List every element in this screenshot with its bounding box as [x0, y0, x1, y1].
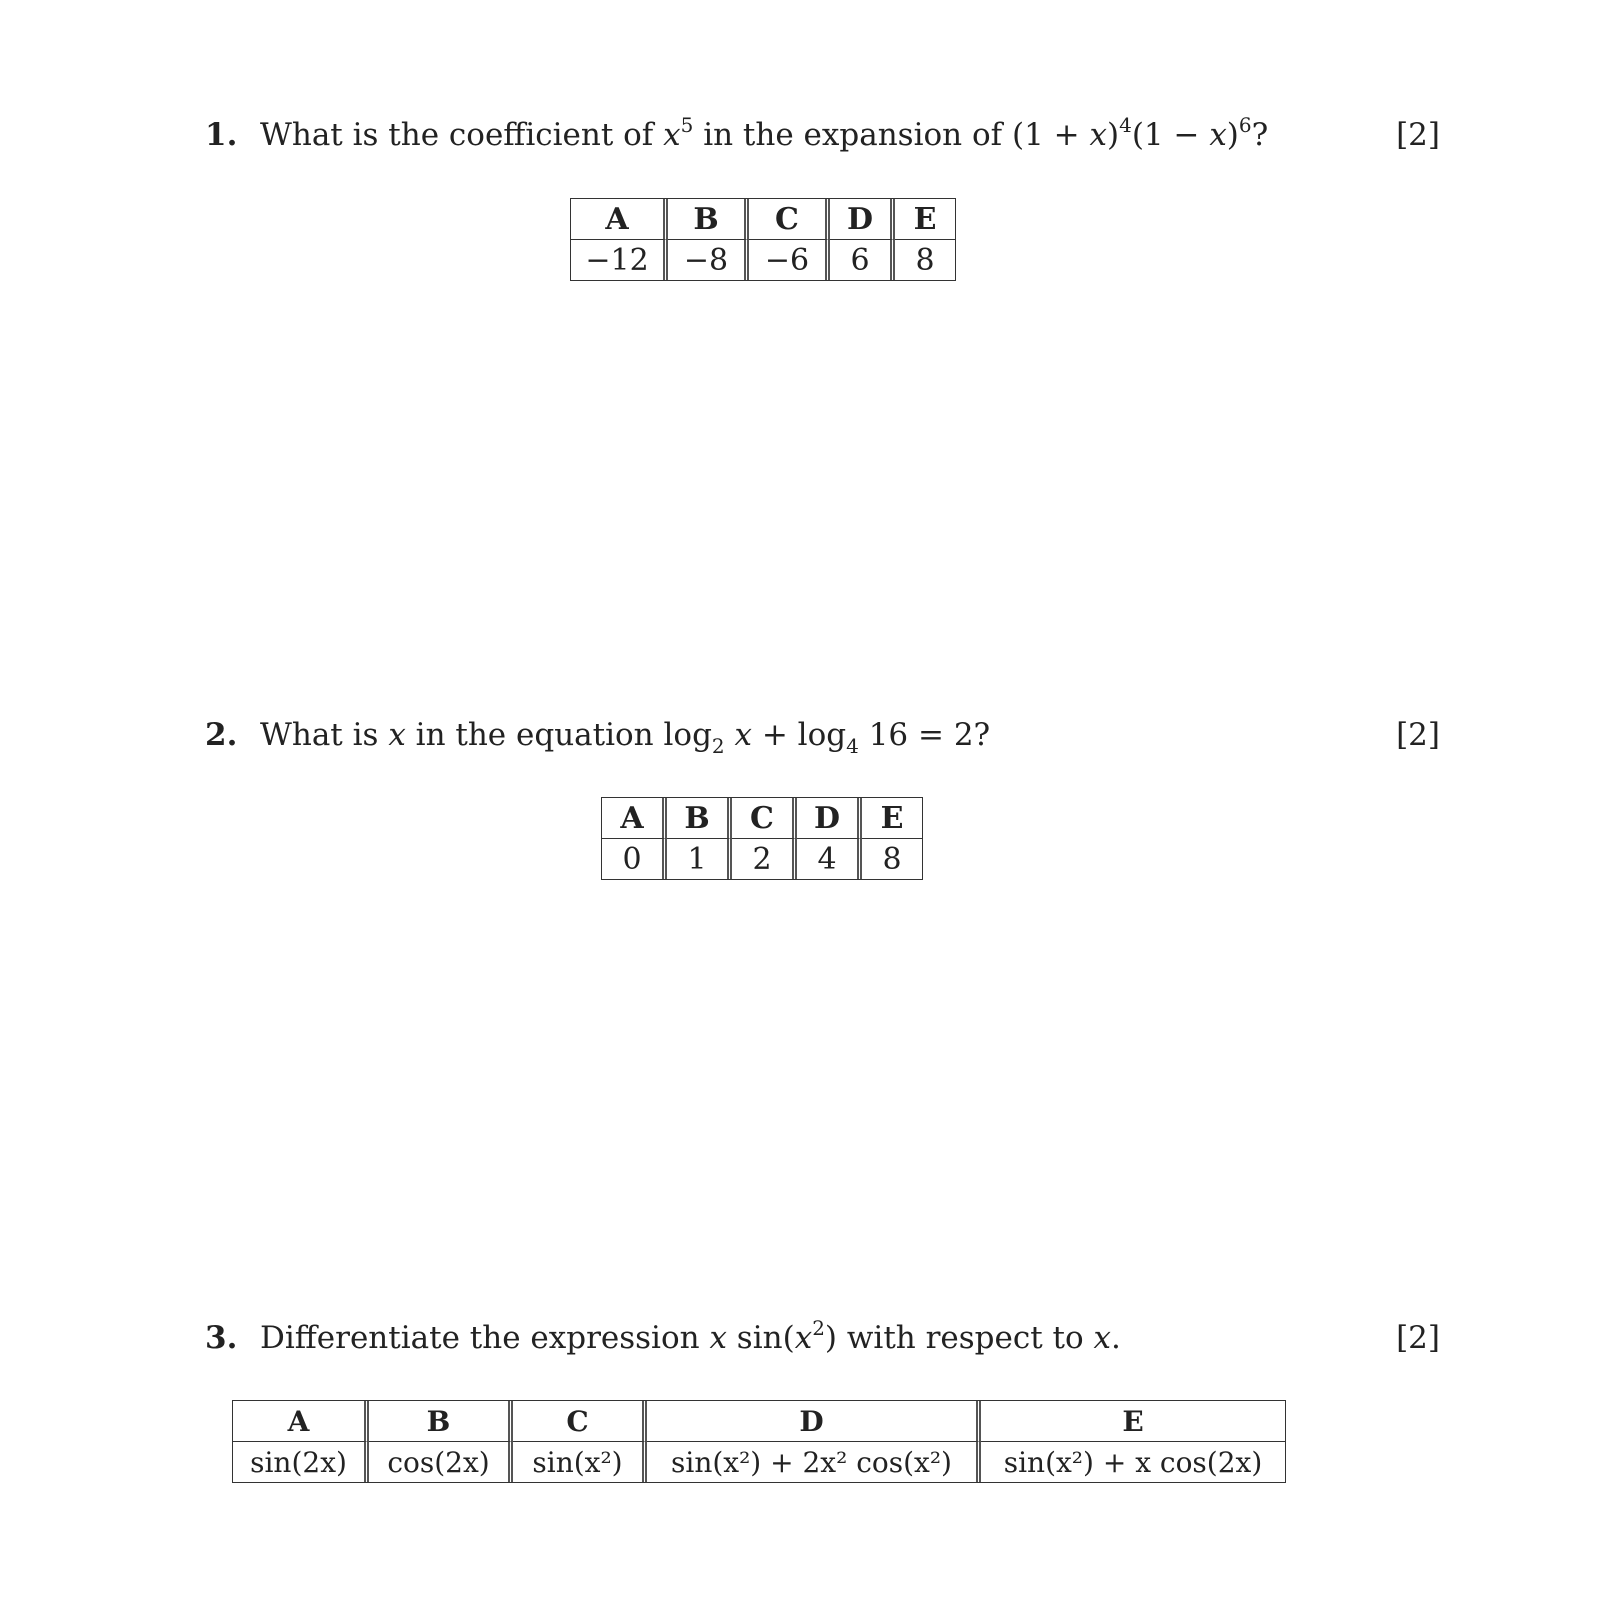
- option-b-label: B: [369, 1401, 513, 1442]
- options-header-row: [571, 199, 955, 240]
- options-header-row: [602, 798, 922, 839]
- options-value-row: [571, 240, 955, 280]
- option-e-label: E: [862, 798, 922, 839]
- option-c-value: sin(x²): [513, 1442, 647, 1482]
- option-c-label: C: [749, 199, 830, 240]
- option-e-value: sin(x²) + x cos(2x): [1003, 1445, 1263, 1479]
- question-number: 2.: [205, 717, 238, 753]
- question-number: 3.: [205, 1320, 238, 1356]
- option-a-label: A: [233, 1401, 369, 1442]
- option-e-label: E: [895, 199, 955, 240]
- question-text: Differentiate the expression x $\sin(x^2)$ with respect to x.: [260, 1316, 1121, 1356]
- option-a-value: sin(2x): [233, 1442, 369, 1482]
- option-a-value: 0: [602, 839, 667, 879]
- answer-options-table: [601, 797, 923, 880]
- option-d-label: D: [830, 199, 895, 240]
- option-b-label: B: [667, 798, 732, 839]
- option-b-value: −8: [668, 240, 749, 280]
- option-b-value: 1: [667, 839, 732, 879]
- option-e-value: 8: [915, 242, 935, 278]
- option-e-value: 8: [882, 841, 902, 877]
- option-d-label: D: [647, 1401, 981, 1442]
- option-c-value: 2: [732, 839, 797, 879]
- option-c-value: −6: [749, 240, 830, 280]
- option-d-value: sin(x²) + 2x² cos(x²): [647, 1442, 981, 1482]
- question-marks: [2]: [1396, 1320, 1440, 1356]
- question-number: 1.: [205, 117, 238, 153]
- option-b-value: cos(2x): [369, 1442, 513, 1482]
- option-a-label: A: [571, 199, 668, 240]
- option-a-value: −12: [571, 240, 668, 280]
- answer-options-table: [232, 1400, 1286, 1483]
- option-a-label: A: [602, 798, 667, 839]
- question-text: What is x in the equation $\log_2 x + \log_4 16 = 2$?: [260, 717, 991, 758]
- options-value-row: [602, 839, 922, 879]
- question-marks: [2]: [1396, 717, 1440, 753]
- question-marks: [2]: [1396, 117, 1440, 153]
- option-b-label: B: [668, 199, 749, 240]
- option-e-label: E: [981, 1401, 1285, 1442]
- option-c-label: C: [513, 1401, 647, 1442]
- question-text: What is the coefficient of $x^5$ in the expansion of $(1 + x)^4(1 - x)^6$?: [260, 113, 1269, 153]
- option-d-label: D: [797, 798, 862, 839]
- answer-options-table: [570, 198, 956, 281]
- options-value-row: [233, 1442, 1285, 1482]
- option-c-label: C: [732, 798, 797, 839]
- options-header-row: [233, 1401, 1285, 1442]
- option-d-value: 6: [830, 240, 895, 280]
- option-d-value: 4: [797, 839, 862, 879]
